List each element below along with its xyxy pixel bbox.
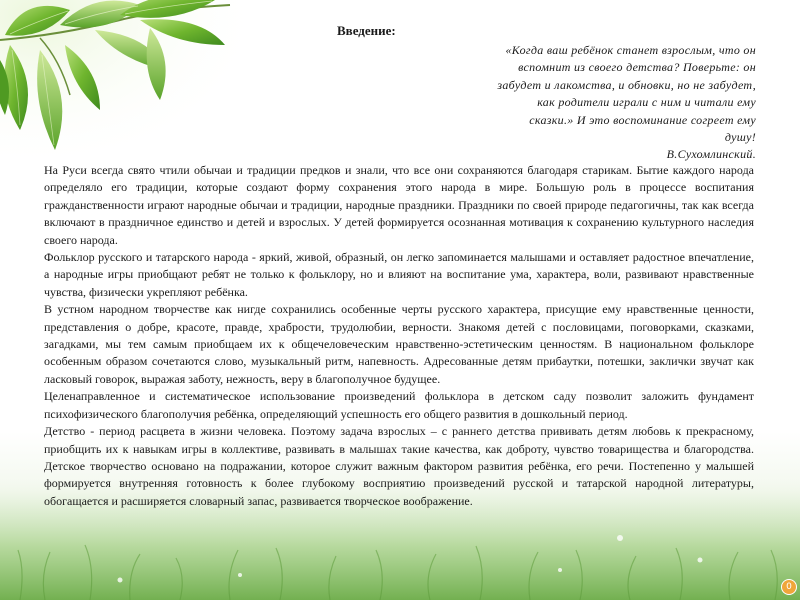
paragraph: Детство - период расцвета в жизни человека. Поэтому задача взрослых – с раннего детства прививать детям любовь к прекрасному, приобщить их к навыкам игры в коллективе, развивать в малышах такие качества, как доброту, чувство товарищества и благородства. Детское творчество основано на подражании, которое служит важным фактором развития ребёнка, его речи. Постепенно у малышей формируется внутренняя готовность к более глубокому восприятию произведений русской и татарской народной литературы, обогащается и расширяется словарный запас, развивается творческое воображение. (44, 424, 754, 508)
epigraph (496, 42, 756, 164)
page-title: Введение: (337, 23, 396, 38)
paragraph: Фольклор русского и татарского народа - яркий, живой, образный, он легко запоминается малышами и оставляет радостное впечатление, а народные игры приобщают ребят не только к фольклору, но и влияют на воспитание ума, характера, воли, развивают нравственные чувства, физически укрепляют ребёнка. (44, 250, 754, 299)
epigraph-author: В.Сухомлинский. (666, 147, 756, 162)
paragraph: На Руси всегда свято чтили обычаи и традиции предков и знали, что все они сохраняются благодаря старикам. Бытие каждого народа определяло его традиции, которые создают форму сохранения этого народа в мире. Большую роль в процессе воспитания гражданственности играют народные обычаи и традиции, народные праздники. Праздники по своей природе педагогичны, так как всегда включают в праздничное единство и детей и взрослых. У детей формируется осознанная мотивация к сохранению культурного наследия своего народа. (44, 163, 754, 247)
slide-number-badge[interactable]: 0 (782, 580, 796, 594)
paragraph: Целенаправленное и систематическое использование произведений фольклора в детском саду позволит заложить фундамент психофизического благополучия ребёнка, определяющий успешность его общего развития в дошкольный период. (44, 389, 754, 421)
body-text (44, 162, 754, 510)
leaves-icon (0, 0, 250, 170)
epigraph-quote: «Когда ваш ребёнок станет взрослым, что он вспомнит из своего детства? Поверьте: он забудет и лакомства, и обновки, но не забудет, как родители играли с ним и читали ему сказки.» И это воспоминание согреет ему душу! (497, 43, 756, 145)
paragraph: В устном народном творчестве как нигде сохранились особенные черты русского характера, присущие ему нравственные ценности, представления о добре, красоте, правде, храбрости, трудолюбии, верности. Знакомя детей с пословицами, поговорками, сказками, загадками, мы тем самым приобщаем их к общечеловеческим нравственно-эстетическим ценностям. В национальном фольклоре особенным образом сочетаются слово, музыкальный ритм, напевность. Адресованные детям прибаутки, потешки, заклички звучат как ласковый говорок, выражая заботу, нежность, веру в благополучное будущее. (44, 302, 754, 386)
